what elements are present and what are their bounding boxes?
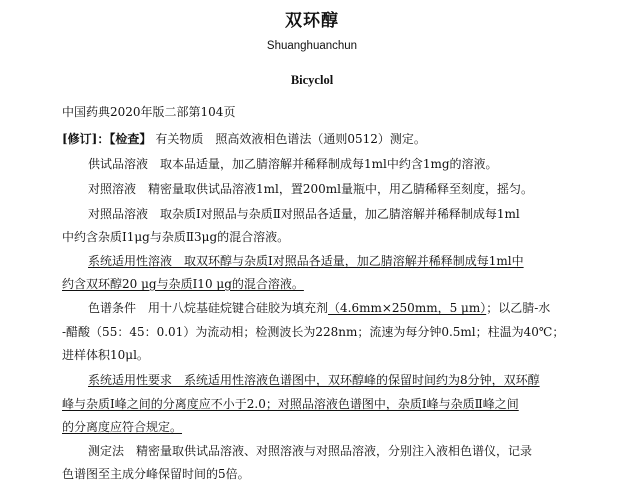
control-solution-paragraph: 对照溶液 精密量取供试品溶液1ml，置200ml量瓶中，用乙腈稀释至刻度，摇匀。 bbox=[88, 182, 533, 196]
suitability-solution-line-1: 系统适用性溶液 取双环醇与杂质Ⅰ对照品各适量，加乙腈溶解并稀释制成每1ml中 bbox=[88, 254, 524, 268]
revision-tag: [修订]： bbox=[62, 132, 110, 146]
title-english: Bicyclol bbox=[290, 73, 334, 87]
reference-solution-line-1: 对照品溶液 取杂质Ⅰ对照品与杂质Ⅱ对照品各适量，加乙腈溶解并稀释制成每1ml bbox=[88, 207, 520, 221]
chrom-text-c: ；以乙腈-水 bbox=[486, 301, 551, 315]
revision-line bbox=[62, 131, 426, 147]
chromatographic-conditions-line-1 bbox=[88, 300, 550, 316]
reference-solution-line-2: 中约含杂质Ⅰ1μg与杂质Ⅱ3μg的混合溶液。 bbox=[62, 230, 290, 244]
chromatographic-conditions-line-3: 进样体积10μl。 bbox=[62, 348, 149, 362]
chromatographic-conditions-line-2: -醋酸（55：45：0.01）为流动相；检测波长为228nm；流速为每分钟0.5ml；柱温为40℃； bbox=[62, 325, 565, 339]
method-line-2: 色谱图至主成分峰保留时间的5倍。 bbox=[62, 467, 250, 481]
suitability-requirement-line-2: 峰与杂质Ⅰ峰之间的分离度应不小于2.0；对照品溶液色谱图中，杂质Ⅰ峰与杂质Ⅱ峰之间 bbox=[62, 397, 519, 411]
chrom-column-spec: （4.6mm×250mm，5 μm） bbox=[328, 301, 487, 315]
method-line-1: 测定法 精密量取供试品溶液、对照溶液与对照品溶液，分别注入液相色谱仪，记录 bbox=[88, 444, 533, 458]
section-tag: 【检查】 bbox=[109, 132, 152, 146]
source-reference: 中国药典2020年版二部第104页 bbox=[62, 105, 236, 119]
suitability-requirement-line-1: 系统适用性要求 系统适用性溶液色谱图中，双环醇峰的保留时间约为8分钟，双环醇 bbox=[88, 373, 540, 387]
revision-text: 有关物质 照高效液相色谱法（通则0512）测定。 bbox=[155, 132, 426, 146]
chrom-text-a: 色谱条件 用十八烷基硅烷键合硅胶为填充剂 bbox=[88, 301, 329, 315]
title-pinyin: Shuanghuanchun bbox=[266, 40, 358, 52]
test-solution-paragraph: 供试品溶液 取本品适量，加乙腈溶解并稀释制成每1ml中约含1mg的溶液。 bbox=[88, 157, 498, 171]
suitability-solution-line-2: 约含双环醇20 μg与杂质Ⅰ10 μg的混合溶液。 bbox=[62, 277, 304, 291]
title-chinese: 双环醇 bbox=[285, 11, 339, 31]
suitability-requirement-line-3: 的分离度应符合规定。 bbox=[62, 420, 183, 434]
